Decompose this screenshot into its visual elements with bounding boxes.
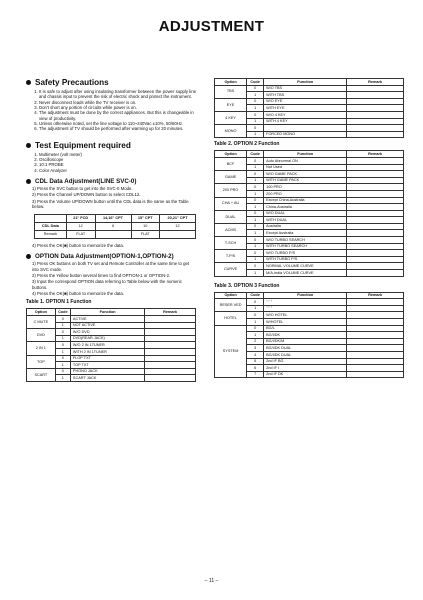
remark-cell [347,85,404,92]
table-row [215,184,404,191]
remark-cell [347,98,404,105]
left-column [26,78,196,382]
code-cell: 0 [247,197,264,204]
remark-cell [145,322,196,329]
remark-cell [347,223,404,230]
table-row [215,125,404,132]
remark-cell [347,351,404,358]
safety-list [26,89,196,132]
list-item: 2. Never disconnect leads while the TV receiver is on. [39,100,196,105]
cdl-row-label: CDL Data [35,222,67,230]
table-row [215,223,404,230]
list-item: 3. 10:1 PROBE [39,162,196,167]
bullet-icon [26,179,31,184]
code-cell: 0 [55,368,70,375]
cdl-table-header: 15'' CPT [131,214,159,222]
function-cell: TOP TXT [70,362,144,369]
table-header: Code [247,151,264,158]
remark-cell [347,105,404,112]
table-row [215,299,404,306]
remark-cell [145,355,196,362]
function-cell: FORCED MONO [264,131,347,138]
function-cell: WITH GAME PACK [264,177,347,184]
remark-cell [347,345,404,352]
option-name-cell: CURVE [215,263,247,276]
code-cell: 0 [247,157,264,164]
remark-cell [347,217,404,224]
code-cell: 1 [247,204,264,211]
code-cell: 0 [247,210,264,217]
option-name-cell: C MUTE [27,316,56,329]
code-cell: 1 [247,305,264,312]
code-cell: 0 [247,312,264,319]
option-name-cell: MONO [215,125,247,138]
remark-cell [145,342,196,349]
code-cell: 0 [247,85,264,92]
table-header: Code [55,309,70,316]
remark-cell [347,131,404,138]
cdl-cell: 12 [159,222,195,230]
function-cell: Except China,Australia [264,197,347,204]
remark-cell [347,177,404,184]
equipment-list [26,152,196,173]
table-header: Option [215,292,247,299]
code-cell: 0 [247,223,264,230]
remark-cell [347,243,404,250]
list-item: 5. Unless otherwise noted, set the line voltage to 110~240Vac ±10%, 50/60Hz. [39,121,196,126]
table-row [215,157,404,164]
table-row [215,263,404,270]
function-cell: W/O EYE [264,98,347,105]
list-item: 1. It is safe to adjust after using insulating transformer between the power supply line and chassis input to prevent the risk of electric shock and protect the instrument. [39,89,196,100]
bullet-icon [26,80,31,85]
table-row [215,111,404,118]
cdl-row-label: Remark [35,230,67,238]
function-cell: DVD(REAR JACK) [70,335,144,342]
option-name-cell: DUAL [215,210,247,223]
remark-cell [347,371,404,378]
remark-cell [347,237,404,244]
table-row [215,250,404,257]
code-cell: 0 [55,316,70,323]
code-cell: 1 [55,335,70,342]
function-cell: 200 PRO [264,190,347,197]
table-header: Remark [347,151,404,158]
code-cell: 1 [55,322,70,329]
table2 [214,150,404,276]
option-step: 2) Press the Yellow button several times to find OPTION-1 or OPTION-2. [32,273,171,279]
function-cell: WITH TURBO SEARCH [264,243,347,250]
remark-cell [347,190,404,197]
function-cell: Australia [264,223,347,230]
function-cell: W/O DVD [70,329,144,336]
cdl-step: 4) Press the OK(■) button to memorize the data. [32,243,124,249]
option-name-cell: 2 IN 1 [27,342,56,355]
option-name-cell: RESER VED [215,299,247,312]
table-row [215,171,404,178]
cdl-table-header: 20,21'' CPT [159,214,195,222]
remark-cell [347,125,404,132]
table2-caption: Table 2. OPTION 2 Function [214,141,280,148]
remark-cell [347,332,404,339]
option-name-cell: 4 KEY [215,111,247,124]
function-cell: WITH EYE [264,105,347,112]
remark-cell [347,184,404,191]
code-cell: 5 [247,358,264,365]
code-cell: 0 [55,355,70,362]
table-row [27,329,196,336]
table-row [27,316,196,323]
option-name-cell: DVD [27,329,56,342]
cdl-table-header: 14,16'' CPT [95,214,131,222]
code-cell: 1 [55,362,70,369]
option-name-cell: HOTEL [215,312,247,325]
remark-cell [347,256,404,263]
option-name-cell: 200 PRO [215,184,247,197]
code-cell: 1 [247,177,264,184]
remark-cell [347,338,404,345]
function-cell: ACTIVE [70,316,144,323]
function-cell [264,125,347,132]
table-row [215,210,404,217]
code-cell: 1 [247,256,264,263]
function-cell: 2nd IF DK [264,371,347,378]
remark-cell [347,164,404,171]
code-cell: 0 [55,342,70,349]
table-row [215,312,404,319]
cdl-cell [95,230,131,238]
table-header: Option [215,151,247,158]
table-header: Function [264,79,347,86]
function-cell: WITH TBS [264,92,347,99]
table3-caption: Table 3. OPTION 3 Function [214,282,280,289]
table-row [215,325,404,332]
cdl-step: 1) Press the SVC button to get into the SVC-0 Mode. [32,186,133,192]
function-cell: 100 PRO [264,184,347,191]
table-row [27,342,196,349]
option-name-cell: ACMS [215,223,247,236]
table-header: Function [264,151,347,158]
table-header: Remark [145,309,196,316]
function-cell: Auto Abnormal ON [264,157,347,164]
page-title: ADJUSTMENT [158,18,265,35]
remark-cell [347,319,404,326]
table-row [215,197,404,204]
table1 [26,308,196,382]
table-row [215,237,404,244]
code-cell: 1 [247,270,264,277]
option-name-cell: T-SCH [215,237,247,250]
list-item: 6. The adjustment of TV should be performed after warming up for 20 minutes. [39,126,196,131]
remark-cell [347,305,404,312]
code-cell: 1 [247,332,264,339]
function-cell: SCART JACK [70,375,144,382]
cdl-cell [159,230,195,238]
function-cell: WITH DUAL [264,217,347,224]
equipment-heading: Test Equipment required [26,141,196,150]
remark-cell [347,270,404,277]
table-header: Remark [347,79,404,86]
function-cell: " " " [264,305,347,312]
option-name-cell: TOP [27,355,56,368]
cdl-cell: FLAT [131,230,159,238]
code-cell: 1 [247,164,264,171]
function-cell: BG/I/DK DUAL [264,351,347,358]
code-cell: 0 [247,299,264,306]
option-name-cell: T-P/S [215,250,247,263]
option-heading: OPTION Data Adjustment(OPTION-1,OPTION-2) [26,253,196,260]
function-cell: 2nd IF I [264,365,347,372]
option-step: 3) Input the correspond OPTION data referring to Table below with the numeric buttons. [32,279,182,290]
option-name-cell: TBS [215,85,247,98]
list-item: 2. Oscilloscope [39,157,196,162]
function-cell: WITH TURBO P/S [264,256,347,263]
function-cell: W/O TURBO P/S [264,250,347,257]
function-cell: China,Australia [264,204,347,211]
list-item: 1. Multimeter (volt meter) [39,152,196,157]
code-cell: 0 [247,111,264,118]
code-cell: 0 [247,125,264,132]
remark-cell [145,349,196,356]
function-cell: BG/I/DK [264,332,347,339]
function-cell: W/O 4 KEY [264,111,347,118]
table-header: Code [247,79,264,86]
cdl-cell: 12 [66,222,95,230]
code-cell: 0 [247,171,264,178]
function-cell: 2nd IF BG [264,358,347,365]
code-cell: 1 [55,349,70,356]
function-cell: BG/I/DK/M [264,338,347,345]
cdl-step: 3) Press the Volume UP/DOWN button until the CDL data is the same as the Table below. [32,198,189,210]
function-cell: W/HOTEL [264,319,347,326]
function-cell: M/A,India VOLUME CURVE [264,270,347,277]
function-cell: BG/I/DK DUAL [264,345,347,352]
bullet-icon [26,254,31,259]
option-name-cell: BCF [215,157,247,170]
option-name-cell: CHA + AU [215,197,247,210]
code-cell: 6 [247,365,264,372]
function-cell: " " " [264,299,347,306]
cdl-cell: 10 [131,222,159,230]
remark-cell [145,316,196,323]
code-cell: 1 [247,243,264,250]
remark-cell [347,358,404,365]
function-cell: W/O 2 IN 1TUNER [70,342,144,349]
code-cell: 1 [55,375,70,382]
remark-cell [347,118,404,125]
remark-cell [347,250,404,257]
function-cell: W/O HOTEL [264,312,347,319]
remark-cell [347,111,404,118]
code-cell: 0 [247,250,264,257]
cdl-cell: FLAT [66,230,95,238]
remark-cell [145,335,196,342]
cdl-table-header: 21'' FCD [66,214,95,222]
function-cell: W/O TURBO SEARCH [264,237,347,244]
table-row [215,98,404,105]
table-row [27,368,196,375]
code-cell: 1 [247,131,264,138]
remark-cell [347,92,404,99]
cdl-table-header [35,214,67,222]
right-column [214,78,404,378]
option-name-cell: SCART [27,368,56,381]
cdl-step: 2) Press the Channel UP/DOWN button to select CDL12. [32,192,141,198]
function-cell: Not Used [264,164,347,171]
list-item: 4. The adjustment must be done by the correct appliances. But this is changeable in view of productivity. [39,110,196,121]
code-cell: 1 [247,105,264,112]
function-cell: FLOP TXT [70,355,144,362]
function-cell: NORMAL VOLUME CURVE [264,263,347,270]
remark-cell [347,263,404,270]
function-cell: W/O GAME PACK [264,171,347,178]
code-cell: 1 [247,230,264,237]
table1-caption: Table 1. OPTION 1 Function [26,299,92,306]
code-cell: 0 [55,329,70,336]
table-row [215,85,404,92]
remark-cell [145,362,196,369]
function-cell: WITH 2 IN 1TUNER [70,349,144,356]
code-cell: 2 [247,338,264,345]
function-cell: WITH 4 KEY [264,118,347,125]
table-row [27,355,196,362]
table-header: Option [215,79,247,86]
list-item: 3. Don't short any portion of circuits while power is on. [39,105,196,110]
code-cell: 0 [247,263,264,270]
function-cell: PHONO JACK [70,368,144,375]
cdl-table [34,214,196,240]
remark-cell [145,375,196,382]
function-cell: W/O TBS [264,85,347,92]
function-cell: NOT ACTIVE [70,322,144,329]
remark-cell [347,230,404,237]
code-cell: 1 [247,92,264,99]
code-cell: 1 [247,319,264,326]
code-cell: 1 [247,217,264,224]
code-cell: 7 [247,371,264,378]
remark-cell [145,368,196,375]
option-name-cell: SYSTEM [215,325,247,378]
safety-heading: Safety Precautions [26,78,196,87]
remark-cell [347,299,404,306]
code-cell: 0 [247,184,264,191]
remark-cell [347,171,404,178]
option-name-cell: GAME [215,171,247,184]
table-option-top [214,78,404,138]
code-cell: 4 [247,351,264,358]
table-header: Function [264,292,347,299]
bullet-icon [26,143,31,148]
option-step: 4) Press the OK(■) button to memorize the data. [32,291,124,297]
remark-cell [347,197,404,204]
code-cell: 1 [247,190,264,197]
page-number: – 11 – [204,578,219,584]
remark-cell [347,204,404,211]
table3 [214,292,404,379]
remark-cell [145,329,196,336]
code-cell: 0 [247,325,264,332]
code-cell: 1 [247,118,264,125]
remark-cell [347,210,404,217]
list-item: 4. Color Analyzer [39,168,196,173]
code-cell: 0 [247,98,264,105]
remark-cell [347,365,404,372]
remark-cell [347,312,404,319]
option-step: 1) Press OK buttons on both TV set and Remote Controller at the same time to get into SVC mode. [32,261,190,272]
cdl-cell: 6 [95,222,131,230]
remark-cell [347,157,404,164]
function-cell: Except Australia [264,230,347,237]
cdl-heading: CDL Data Adjustment(LINE SVC-0) [26,178,196,185]
table-header: Option [27,309,56,316]
table-header: Code [247,292,264,299]
remark-cell [347,325,404,332]
table-header: Function [70,309,144,316]
function-cell: W/O DUAL [264,210,347,217]
option-name-cell: EYE [215,98,247,111]
table-header: Remark [347,292,404,299]
function-cell: BG/L [264,325,347,332]
code-cell: 3 [247,345,264,352]
code-cell: 0 [247,237,264,244]
